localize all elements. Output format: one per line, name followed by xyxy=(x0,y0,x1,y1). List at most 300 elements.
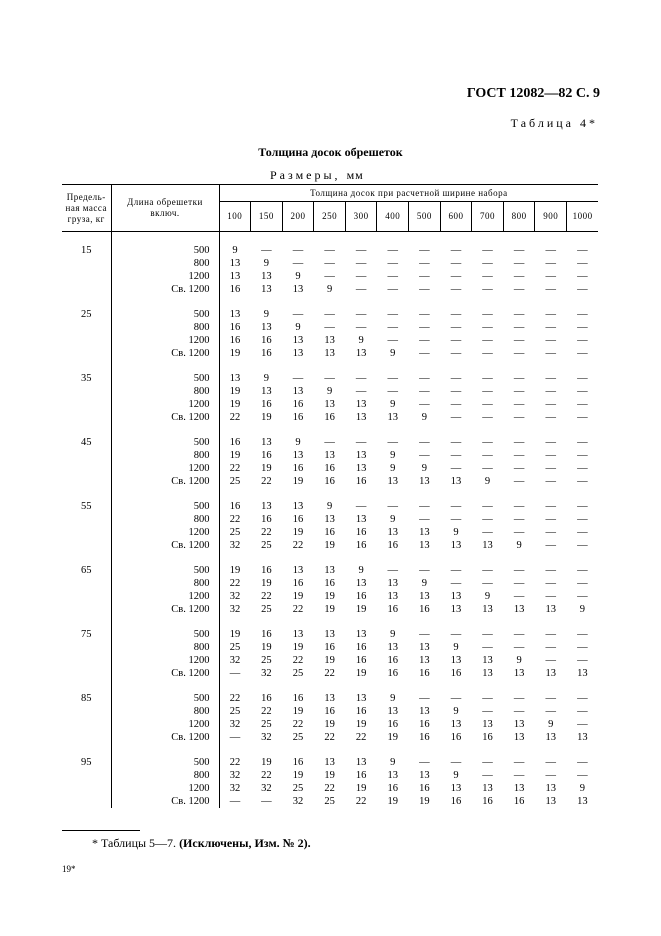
thickness-cell: 16 xyxy=(450,796,462,807)
thickness-cell: 16 xyxy=(387,668,399,679)
thickness-cell: 19 xyxy=(229,629,241,640)
thickness-cell: — xyxy=(545,271,556,282)
thickness-cell: — xyxy=(419,399,430,410)
thickness-cell: — xyxy=(513,386,525,397)
thickness-cell: — xyxy=(545,245,556,256)
thickness-cell: 19 xyxy=(229,348,241,359)
width-header-500: 500 xyxy=(409,202,441,232)
thickness-cell: 32 xyxy=(229,540,241,551)
thickness-cell: 9 xyxy=(516,540,522,551)
thickness-cell: 9 xyxy=(358,565,364,576)
thickness-cell: 22 xyxy=(292,540,304,551)
length-cell: 800 xyxy=(111,321,219,334)
table-row xyxy=(62,270,598,283)
thickness-cell: 13 xyxy=(450,591,462,602)
thickness-cell: 22 xyxy=(292,604,304,615)
thickness-cell: 19 xyxy=(387,732,399,743)
thickness-cell: 16 xyxy=(387,719,399,730)
length-cell: Св. 1200 xyxy=(111,539,219,552)
thickness-cell: 16 xyxy=(355,527,367,538)
thickness-cell: — xyxy=(387,271,399,282)
thickness-cell: 13 xyxy=(292,284,304,295)
thickness-cell: — xyxy=(545,527,556,538)
thickness-cell: — xyxy=(513,463,525,474)
thickness-cell: — xyxy=(482,642,493,653)
thickness-cell: — xyxy=(513,770,525,781)
mass-cell xyxy=(62,347,111,360)
thickness-cell: 13 xyxy=(387,412,399,423)
thickness-cell: — xyxy=(545,450,556,461)
length-cell: Св. 1200 xyxy=(111,475,219,488)
table-row xyxy=(62,795,598,808)
thickness-cell: 9 xyxy=(548,719,554,730)
width-header-800: 800 xyxy=(503,202,535,232)
table-row xyxy=(62,334,598,347)
mass-cell: 75 xyxy=(62,628,111,641)
thickness-cell: — xyxy=(545,540,556,551)
table-row xyxy=(62,244,598,257)
table-row xyxy=(62,705,598,718)
mass-cell xyxy=(62,475,111,488)
thickness-cell: 19 xyxy=(419,796,430,807)
width-header-600: 600 xyxy=(440,202,472,232)
thickness-cell: — xyxy=(261,796,272,807)
thickness-cell: 9 xyxy=(326,386,333,397)
thickness-cell: — xyxy=(482,437,493,448)
thickness-cell: 25 xyxy=(292,732,304,743)
dimensions-caption xyxy=(270,168,364,183)
width-header-100: 100 xyxy=(219,202,251,232)
width-header-250: 250 xyxy=(314,202,346,232)
thickness-cell: — xyxy=(355,258,367,269)
mass-cell xyxy=(62,513,111,526)
thickness-cell: 16 xyxy=(292,463,304,474)
thickness-cell: 19 xyxy=(229,450,241,461)
mass-cell xyxy=(62,283,111,296)
thickness-cell: 16 xyxy=(261,348,272,359)
thickness-cell: 16 xyxy=(261,399,272,410)
thickness-cell: — xyxy=(577,719,588,730)
thickness-cell: — xyxy=(545,770,556,781)
length-cell: 800 xyxy=(111,449,219,462)
thickness-cell: 16 xyxy=(355,476,367,487)
length-cell: 1200 xyxy=(111,718,219,731)
thickness-cell: 9 xyxy=(295,271,301,282)
thickness-cell: 16 xyxy=(355,591,367,602)
thickness-cell: 16 xyxy=(355,540,367,551)
thickness-cell: 16 xyxy=(229,501,241,512)
thickness-cell: 13 xyxy=(229,271,241,282)
thickness-cell: — xyxy=(324,258,335,269)
thickness-cell: 25 xyxy=(261,540,272,551)
table-row xyxy=(62,500,598,513)
length-cell: Св. 1200 xyxy=(111,731,219,744)
thickness-cell: 13 xyxy=(387,642,399,653)
thickness-cell: — xyxy=(577,540,588,551)
length-cell: 1200 xyxy=(111,334,219,347)
thickness-cell: — xyxy=(545,309,556,320)
thickness-cell: 13 xyxy=(261,386,272,397)
thickness-cell: — xyxy=(324,271,335,282)
thickness-cell: — xyxy=(513,399,525,410)
thickness-cell: 13 xyxy=(324,629,335,640)
thickness-cell: 19 xyxy=(261,642,272,653)
thickness-cell: — xyxy=(545,629,556,640)
thickness-cell: 13 xyxy=(355,348,367,359)
thickness-cell: — xyxy=(419,335,430,346)
thickness-cell: — xyxy=(450,629,462,640)
thickness-cell: — xyxy=(577,463,588,474)
length-cell: 800 xyxy=(111,385,219,398)
thickness-cell: 25 xyxy=(261,655,272,666)
table-row xyxy=(62,628,598,641)
thickness-cell: — xyxy=(387,437,399,448)
thickness-cell: — xyxy=(450,450,462,461)
thickness-cell: — xyxy=(387,284,399,295)
table-row xyxy=(62,564,598,577)
thickness-cell: — xyxy=(482,399,493,410)
thickness-cell: — xyxy=(545,258,556,269)
thickness-cell: 25 xyxy=(261,604,272,615)
thickness-cell: — xyxy=(229,668,241,679)
thickness-cell: — xyxy=(324,373,335,384)
thickness-cell: — xyxy=(545,412,556,423)
thickness-cell: 13 xyxy=(261,271,272,282)
thickness-cell: — xyxy=(355,386,367,397)
thickness-cell: 13 xyxy=(292,450,304,461)
thickness-cell: — xyxy=(387,335,399,346)
thickness-cell: — xyxy=(229,732,241,743)
mass-cell xyxy=(62,590,111,603)
thickness-cell: 13 xyxy=(387,527,399,538)
thickness-cell: — xyxy=(482,386,493,397)
thickness-cell: 22 xyxy=(229,578,241,589)
thickness-cell: — xyxy=(419,271,430,282)
thickness-cell: 13 xyxy=(292,501,304,512)
length-cell: 1200 xyxy=(111,398,219,411)
thickness-cell: — xyxy=(513,514,525,525)
thickness-cell: 16 xyxy=(324,642,335,653)
thickness-cell: 19 xyxy=(261,412,272,423)
thickness-cell: 25 xyxy=(324,796,335,807)
thickness-cell: — xyxy=(577,578,588,589)
length-cell: 500 xyxy=(111,564,219,577)
thickness-cell: — xyxy=(577,706,588,717)
thickness-cell: — xyxy=(482,450,493,461)
thickness-cell: 16 xyxy=(292,412,304,423)
thickness-cell: — xyxy=(513,412,525,423)
thickness-cell: — xyxy=(419,565,430,576)
thickness-cell: 16 xyxy=(387,604,399,615)
length-cell: Св. 1200 xyxy=(111,283,219,296)
table-row xyxy=(62,411,598,424)
length-cell: Св. 1200 xyxy=(111,347,219,360)
thickness-cell: 16 xyxy=(419,719,430,730)
thickness-cell: 16 xyxy=(387,655,399,666)
thickness-cell: — xyxy=(324,245,335,256)
thickness-cell: 9 xyxy=(484,591,491,602)
group-spacer xyxy=(62,616,598,628)
thickness-cell: — xyxy=(577,757,588,768)
thickness-cell: 9 xyxy=(579,783,585,794)
thickness-cell: 13 xyxy=(450,476,462,487)
thickness-cell: — xyxy=(545,565,556,576)
table-row xyxy=(62,283,598,296)
thickness-cell: 19 xyxy=(324,655,335,666)
thickness-cell: 13 xyxy=(261,501,272,512)
thickness-cell: — xyxy=(482,770,493,781)
thickness-cell: 13 xyxy=(513,732,525,743)
thickness-cell: — xyxy=(577,245,588,256)
thickness-cell: — xyxy=(482,271,493,282)
thickness-cell: — xyxy=(229,796,241,807)
thickness-cell: 13 xyxy=(292,565,304,576)
thickness-cell: — xyxy=(545,335,556,346)
thickness-cell: — xyxy=(513,284,525,295)
thickness-cell: 9 xyxy=(390,629,396,640)
thickness-cell: — xyxy=(577,322,588,333)
thickness-cell: — xyxy=(577,386,588,397)
mass-cell xyxy=(62,782,111,795)
thickness-cell: 16 xyxy=(292,514,304,525)
mass-cell xyxy=(62,270,111,283)
mass-cell xyxy=(62,539,111,552)
mass-cell xyxy=(62,667,111,680)
length-cell: 800 xyxy=(111,641,219,654)
thickness-cell: 19 xyxy=(324,770,335,781)
thickness-cell: — xyxy=(545,373,556,384)
thickness-cell: 19 xyxy=(355,604,367,615)
thickness-cell: — xyxy=(545,655,556,666)
thickness-cell: 16 xyxy=(419,783,430,794)
length-cell: 500 xyxy=(111,692,219,705)
thickness-cell: 19 xyxy=(324,604,335,615)
thickness-cell: — xyxy=(577,655,588,666)
length-cell: 800 xyxy=(111,705,219,718)
thickness-cell: — xyxy=(387,373,399,384)
thickness-cell: — xyxy=(482,245,493,256)
thickness-cell: 32 xyxy=(229,655,241,666)
thickness-cell: 32 xyxy=(229,770,241,781)
width-header-300: 300 xyxy=(345,202,377,232)
thickness-cell: — xyxy=(482,348,493,359)
thickness-cell: 16 xyxy=(324,527,335,538)
thickness-cell: 9 xyxy=(390,450,396,461)
thickness-cell: 13 xyxy=(513,604,525,615)
thickness-cell: — xyxy=(545,463,556,474)
thickness-cell: 16 xyxy=(292,578,304,589)
table-row xyxy=(62,449,598,462)
thickness-cell: 13 xyxy=(450,540,462,551)
thickness-cell: — xyxy=(513,706,525,717)
thickness-cell: 13 xyxy=(577,668,588,679)
thickness-cell: — xyxy=(545,514,556,525)
table-row xyxy=(62,654,598,667)
table-row xyxy=(62,731,598,744)
thickness-cell: 19 xyxy=(261,463,272,474)
thickness-cell: 9 xyxy=(358,335,364,346)
length-cell: 1200 xyxy=(111,270,219,283)
thickness-cell: 13 xyxy=(482,719,493,730)
length-cell: 1200 xyxy=(111,462,219,475)
thickness-cell: 13 xyxy=(355,412,367,423)
thickness-cell: — xyxy=(324,309,335,320)
thickness-cell: 9 xyxy=(421,412,427,423)
thickness-cell: 16 xyxy=(292,757,304,768)
thickness-cell: — xyxy=(450,335,462,346)
thickness-cell: — xyxy=(482,258,493,269)
table-row xyxy=(62,385,598,398)
thickness-cell: 22 xyxy=(324,732,335,743)
thickness-cell: 9 xyxy=(453,642,459,653)
table-row xyxy=(62,462,598,475)
footnote-divider xyxy=(62,830,140,831)
table-row xyxy=(62,321,598,334)
thickness-cell: 13 xyxy=(450,783,462,794)
length-cell: 500 xyxy=(111,500,219,513)
thickness-cell: — xyxy=(419,373,430,384)
thickness-cell: 13 xyxy=(355,463,367,474)
table-row xyxy=(62,667,598,680)
thickness-cell: — xyxy=(419,501,430,512)
footnote-text: * Таблицы 5—7. xyxy=(92,836,180,850)
thickness-cell: — xyxy=(355,501,367,512)
thickness-cell: 25 xyxy=(229,642,241,653)
thickness-cell: 16 xyxy=(355,642,367,653)
thickness-cell: — xyxy=(450,437,462,448)
thickness-cell: — xyxy=(482,629,493,640)
footnote-bold: (Исключены, Изм. № 2). xyxy=(179,836,311,850)
table-row xyxy=(62,603,598,616)
thickness-cell: — xyxy=(482,309,493,320)
thickness-cell: 22 xyxy=(229,514,241,525)
thickness-table xyxy=(62,184,598,808)
thickness-cell: 13 xyxy=(545,668,556,679)
thickness-cell: — xyxy=(513,348,525,359)
thickness-cell: 13 xyxy=(229,373,241,384)
thickness-cell: — xyxy=(482,412,493,423)
thickness-cell: — xyxy=(513,501,525,512)
thickness-cell: 13 xyxy=(482,783,493,794)
thickness-cell: 16 xyxy=(324,463,335,474)
thickness-cell: — xyxy=(419,284,430,295)
length-column-header: Длина обрешетки включ. xyxy=(111,185,219,232)
thickness-cell: — xyxy=(545,501,556,512)
thickness-cell: 16 xyxy=(261,450,272,461)
thickness-cell: 16 xyxy=(387,540,399,551)
thickness-cell: 13 xyxy=(324,450,335,461)
thickness-cell: — xyxy=(482,284,493,295)
thickness-cell: — xyxy=(482,706,493,717)
thickness-cell: 16 xyxy=(229,322,241,333)
thickness-cell: 16 xyxy=(387,783,399,794)
thickness-cell: — xyxy=(577,335,588,346)
thickness-cell: — xyxy=(577,501,588,512)
thickness-cell: — xyxy=(577,693,588,704)
table-row xyxy=(62,475,598,488)
thickness-cell: 13 xyxy=(324,693,335,704)
thickness-cell: — xyxy=(482,514,493,525)
mass-cell: 55 xyxy=(62,500,111,513)
thickness-cell: — xyxy=(513,629,525,640)
group-spacer xyxy=(62,360,598,372)
thickness-cell: — xyxy=(450,373,462,384)
thickness-cell: 19 xyxy=(355,719,367,730)
length-cell: 500 xyxy=(111,372,219,385)
mass-cell xyxy=(62,526,111,539)
thickness-cell: 13 xyxy=(387,578,399,589)
thickness-cell: 16 xyxy=(482,796,493,807)
thickness-cell: — xyxy=(513,527,525,538)
thickness-cell: 13 xyxy=(261,322,272,333)
thickness-cell: — xyxy=(450,412,462,423)
thickness-cell: — xyxy=(292,309,304,320)
thickness-cell: 22 xyxy=(229,463,241,474)
thickness-cell: 9 xyxy=(295,322,301,333)
mass-cell xyxy=(62,769,111,782)
thickness-cell: 9 xyxy=(579,604,585,615)
thickness-cell: — xyxy=(513,335,525,346)
thickness-cell: — xyxy=(387,245,399,256)
thickness-cell: — xyxy=(545,437,556,448)
thickness-cell: 13 xyxy=(419,706,430,717)
thickness-cell: — xyxy=(261,245,272,256)
thickness-cell: 13 xyxy=(355,693,367,704)
thickness-cell: 19 xyxy=(387,796,399,807)
dimensions-unit: мм xyxy=(346,168,364,182)
mass-cell xyxy=(62,449,111,462)
mass-cell xyxy=(62,795,111,808)
thickness-cell: 16 xyxy=(292,693,304,704)
thickness-cell: — xyxy=(513,693,525,704)
length-cell: 1200 xyxy=(111,782,219,795)
thickness-cell: — xyxy=(419,309,430,320)
thickness-cell: 13 xyxy=(513,783,525,794)
thickness-cell: 19 xyxy=(355,783,367,794)
group-spacer xyxy=(62,296,598,308)
mass-cell xyxy=(62,411,111,424)
thickness-cell: 16 xyxy=(261,693,272,704)
thickness-cell: 19 xyxy=(229,386,241,397)
mass-cell xyxy=(62,398,111,411)
table-row xyxy=(62,590,598,603)
thickness-cell: — xyxy=(450,399,462,410)
mass-cell xyxy=(62,641,111,654)
thickness-cell: — xyxy=(513,322,525,333)
mass-cell xyxy=(62,654,111,667)
thickness-cell: 13 xyxy=(482,604,493,615)
thickness-cell: 9 xyxy=(421,463,427,474)
thickness-cell: 16 xyxy=(261,335,272,346)
thickness-cell: — xyxy=(450,565,462,576)
thickness-cell: 13 xyxy=(545,796,556,807)
thickness-cell: 9 xyxy=(263,373,270,384)
thickness-cell: 9 xyxy=(453,770,459,781)
thickness-cell: — xyxy=(450,578,462,589)
length-cell: Св. 1200 xyxy=(111,795,219,808)
thickness-cell: 16 xyxy=(513,796,525,807)
thickness-cell: — xyxy=(577,476,588,487)
thickness-cell: 19 xyxy=(292,476,304,487)
thickness-cell: — xyxy=(577,514,588,525)
width-header-700: 700 xyxy=(472,202,504,232)
thickness-cell: — xyxy=(419,450,430,461)
mass-cell: 45 xyxy=(62,436,111,449)
thickness-cell: — xyxy=(577,412,588,423)
thickness-cell: — xyxy=(450,514,462,525)
thickness-cell: — xyxy=(355,245,367,256)
thickness-cell: 19 xyxy=(292,770,304,781)
